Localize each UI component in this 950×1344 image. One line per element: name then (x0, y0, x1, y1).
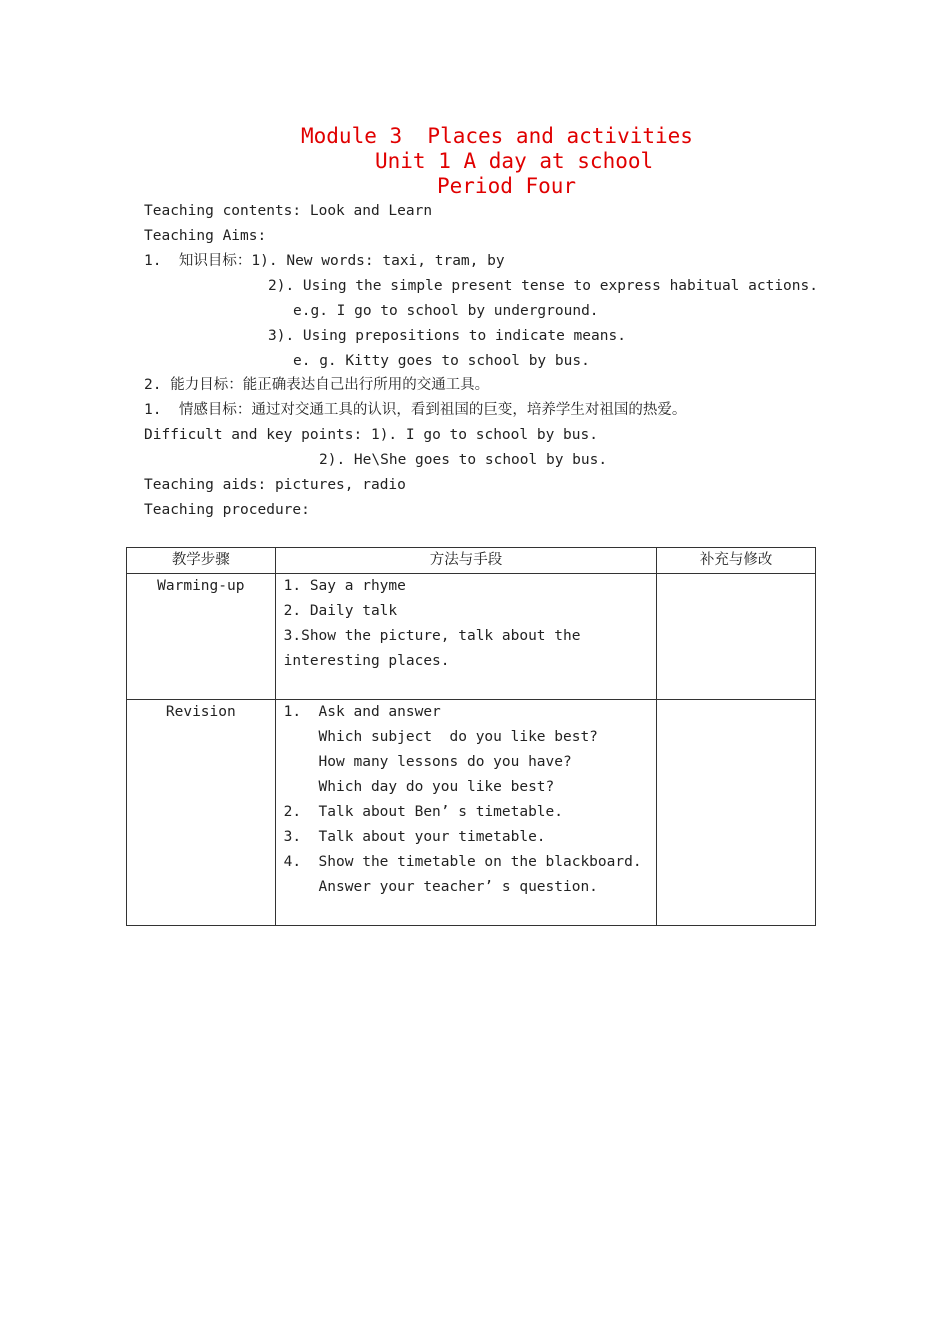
header-methods: 方法与手段 (275, 548, 657, 574)
step-cell (127, 574, 276, 700)
method-line: 1. Say a rhyme (283, 578, 406, 594)
teaching-aims: Teaching Aims: (144, 228, 267, 244)
method-line: 4. Show the timetable on the blackboard. (283, 854, 642, 870)
teaching-aids: Teaching aids: pictures, radio (144, 477, 406, 493)
methods-cell (275, 700, 657, 926)
step-label: Revision (165, 704, 236, 720)
method-line: Which subject do you like best? (283, 729, 598, 745)
method-line: Answer your teacher’ s question. (283, 879, 598, 895)
aim-knowledge-2-example: e.g. I go to school by underground. (293, 303, 599, 319)
method-line: 2. Talk about Ben’ s timetable. (283, 804, 563, 820)
method-line: 1. Ask and answer (283, 704, 441, 720)
step-cell (127, 700, 276, 926)
methods-cell (275, 574, 657, 700)
module-title: Module 3 Places and activities (301, 124, 693, 148)
table-row (127, 700, 816, 926)
aim-emotion: 1. 情感目标：通过对交通工具的认识，看到祖国的巨变，培养学生对祖国的热爱。 (144, 402, 687, 418)
step-label: Warming-up (157, 578, 245, 594)
aim-knowledge-3: 3). Using prepositions to indicate means. (268, 328, 626, 344)
header-steps: 教学步骤 (127, 548, 276, 574)
method-line: Which day do you like best? (283, 779, 555, 795)
method-line: How many lessons do you have? (283, 754, 572, 770)
method-line: interesting places. (283, 653, 450, 669)
difficult-points: Difficult and key points: 1). I go to school by bus. (144, 427, 598, 443)
period-title: Period Four (437, 174, 577, 198)
notes-cell (657, 574, 816, 700)
teaching-procedure: Teaching procedure: (144, 502, 310, 518)
table-row (127, 574, 816, 700)
difficult-points-2: 2). He\She goes to school by bus. (319, 452, 608, 468)
method-line: 3.Show the picture, talk about the (283, 628, 581, 644)
notes-cell (657, 700, 816, 926)
table-header-row (127, 548, 816, 574)
method-line: 3. Talk about your timetable. (283, 829, 546, 845)
procedure-table (126, 547, 816, 926)
method-line: 2. Daily talk (283, 603, 398, 619)
unit-title: Unit 1 A day at school (375, 149, 654, 173)
header-notes: 补充与修改 (657, 548, 816, 574)
teaching-contents: Teaching contents: Look and Learn (144, 203, 433, 219)
aim-knowledge-3-example: e. g. Kitty goes to school by bus. (293, 353, 590, 369)
aim-knowledge-2: 2). Using the simple present tense to express habitual actions. (268, 278, 818, 294)
aim-ability: 2. 能力目标：能正确表达自己出行所用的交通工具。 (144, 377, 490, 393)
aim-knowledge: 1. 知识目标：1). New words: taxi, tram, by (144, 253, 505, 269)
